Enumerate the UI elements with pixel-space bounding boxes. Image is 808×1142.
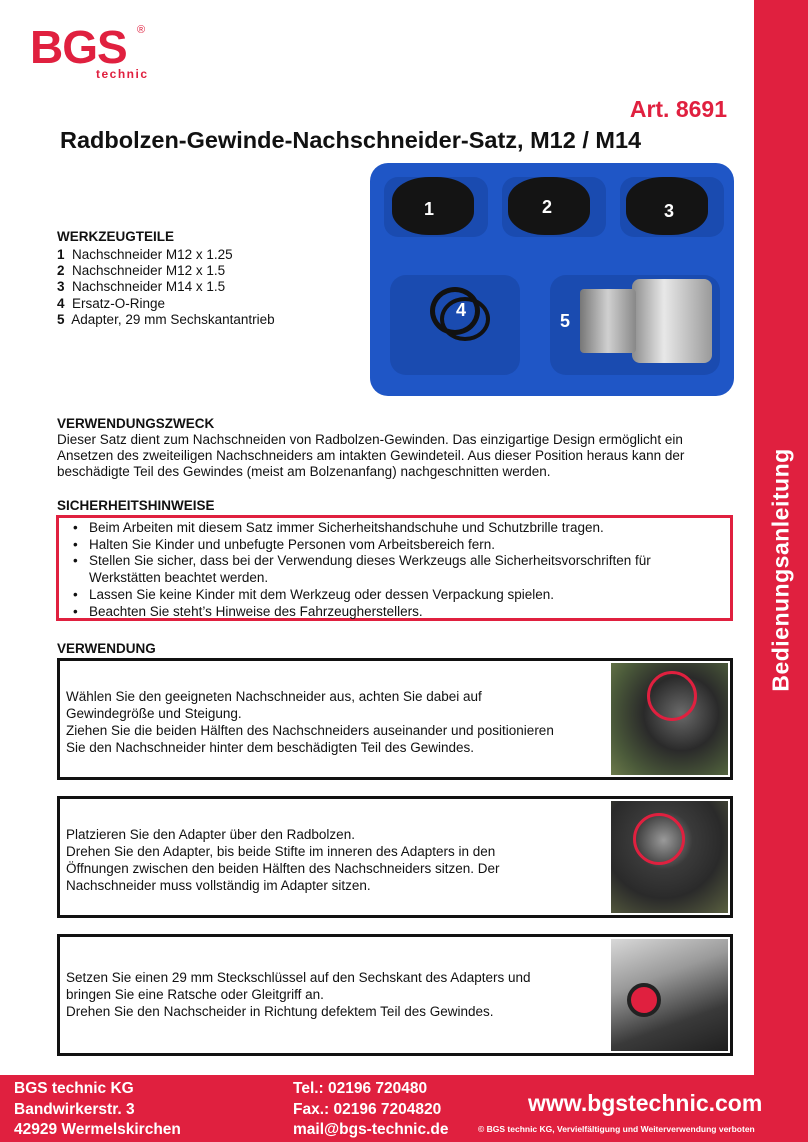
text-line: Drehen Sie den Adapter, bis beide Stifte im inneren des Adapters in den xyxy=(66,844,496,859)
footer-city: 42929 Wermelskirchen xyxy=(14,1121,181,1138)
step-1-photo xyxy=(611,663,728,775)
list-item: • Halten Sie Kinder und unbefugte Personen vom Arbeitsbereich fern. xyxy=(89,537,709,554)
text-line: Dieser Satz dient zum Nachschneiden von Radbolzen-Gewinden. Das einzigartige Design ermöglicht ein xyxy=(57,432,683,447)
step-text xyxy=(66,826,500,894)
text-line: bringen Sie eine Ratsche oder Gleitgriff an. xyxy=(66,987,324,1002)
text-line: Platzieren Sie den Adapter über den Radbolzen. xyxy=(66,827,355,842)
logo-subtitle: technic xyxy=(96,67,149,81)
text-line: Sie den Nachschneider hinter dem beschädigten Teil des Gewindes. xyxy=(66,740,474,755)
footer xyxy=(0,1075,808,1142)
usage-step-1 xyxy=(57,658,733,780)
logo-brand: BGS xyxy=(30,21,127,73)
footer-website[interactable]: www.bgstechnic.com xyxy=(528,1090,763,1116)
list-item: 5 Adapter, 29 mm Sechskantantrieb xyxy=(57,311,275,327)
purpose-text xyxy=(57,432,737,480)
list-item: • Lassen Sie keine Kinder mit dem Werkzeug oder dessen Verpackung spielen. xyxy=(89,587,709,604)
list-item: 4 Ersatz-O-Ringe xyxy=(57,295,166,311)
text-line: Gewindegröße und Steigung. xyxy=(66,706,242,721)
list-item: • Beachten Sie steht’s Hinweise des Fahrzeugherstellers. xyxy=(89,604,709,621)
tray-number-3: 3 xyxy=(664,201,675,221)
tray-number-2: 2 xyxy=(542,197,553,217)
text-line: beschädigte Teil des Gewindes (meist am Bolzenanfang) nachgeschnitten werden. xyxy=(57,464,551,479)
footer-fax: Fax.: 02196 7204820 xyxy=(293,1101,442,1118)
usage-step-2 xyxy=(57,796,733,918)
text-line: Wählen Sie den geeigneten Nachschneider aus, achten Sie dabei auf xyxy=(66,689,482,704)
list-item: 1 Nachschneider M12 x 1.25 xyxy=(57,247,233,262)
side-label: Bedienungsanleitung xyxy=(767,448,794,692)
safety-box xyxy=(56,515,733,621)
footer-street: Bandwirkerstr. 3 xyxy=(14,1101,135,1118)
text-line: Ansetzen des zweiteiligen Nachschneiders am intakten Gewindeteil. Aus dieser Position heraus kann der xyxy=(57,448,685,463)
tray-number-4: 4 xyxy=(456,300,467,320)
step-text xyxy=(66,969,531,1020)
parts-list xyxy=(57,247,275,328)
article-number: Art. 8691 xyxy=(629,96,727,122)
tool-tray-image xyxy=(370,163,734,396)
list-item: • Beim Arbeiten mit diesem Satz immer Sicherheitshandschuhe und Schutzbrille tragen. xyxy=(89,520,709,537)
logo-registered: ® xyxy=(137,24,146,36)
step-text xyxy=(66,688,554,756)
text-line: Öffnungen zwischen den beiden Hälften des Nachschneiders sitzen. Der xyxy=(66,861,500,876)
side-label-container xyxy=(754,0,808,1075)
text-line: Ziehen Sie die beiden Hälften des Nachschneiders auseinander und positionieren xyxy=(66,723,554,738)
text-line: Setzen Sie einen 29 mm Steckschlüssel auf den Sechskant des Adapters und xyxy=(66,970,531,985)
tray-number-1: 1 xyxy=(424,199,435,219)
usage-heading: VERWENDUNG xyxy=(57,641,156,656)
text-line: Drehen Sie den Nachscheider in Richtung defektem Teil des Gewindes. xyxy=(66,1004,494,1019)
list-item: 3 Nachschneider M14 x 1.5 xyxy=(57,279,226,295)
list-item: 2 Nachschneider M12 x 1.5 xyxy=(57,263,226,279)
safety-heading: SICHERHEITSHINWEISE xyxy=(57,498,215,513)
step-3-photo xyxy=(611,939,728,1051)
purpose-heading: VERWENDUNGSZWECK xyxy=(57,416,215,431)
tray-number-5: 5 xyxy=(560,311,571,331)
footer-copyright: © BGS technic KG, Vervielfältigung und Weiterverwendung verboten xyxy=(478,1124,755,1134)
usage-step-3 xyxy=(57,934,733,1056)
step-2-photo xyxy=(611,801,728,913)
text-line: Nachschneider muss vollständig im Adapter sitzen. xyxy=(66,878,371,893)
bgs-logo xyxy=(30,22,170,84)
list-item: • Stellen Sie sicher, dass bei der Verwendung dieses Werkzeugs alle Sicherheitsvorschriften für Werkstätten beachtet werden. xyxy=(89,553,709,586)
footer-tel: Tel.: 02196 720480 xyxy=(293,1080,428,1097)
adapter-icon xyxy=(632,279,712,363)
footer-mail[interactable]: mail@bgs-technic.de xyxy=(293,1121,449,1138)
footer-company: BGS technic KG xyxy=(14,1080,134,1097)
page-title: Radbolzen-Gewinde-Nachschneider-Satz, M12 / M14 xyxy=(60,127,642,153)
parts-heading: WERKZEUGTEILE xyxy=(57,229,174,244)
